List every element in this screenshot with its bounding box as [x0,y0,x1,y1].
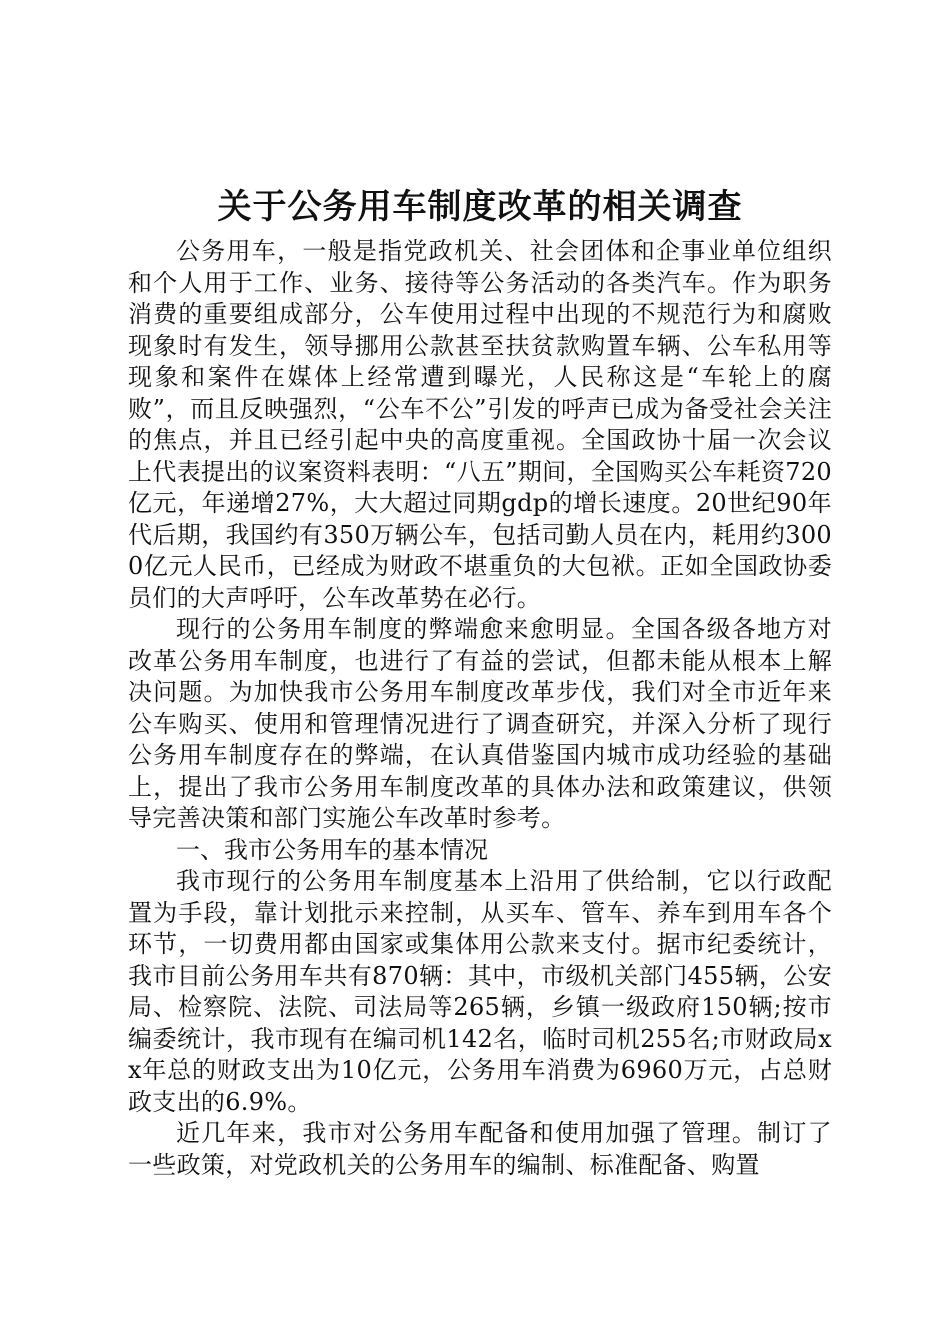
paragraph-background: 现行的公务用车制度的弊端愈来愈明显。全国各级各地方对改革公务用车制度，也进行了有益的尝试，但都未能从根本上解决问题。为加快我市公务用车制度改革步伐，我们对全市近年来公车购买、使用和管理情况进行了调查研究，并深入分析了现行公务用车制度存在的弊端，在认真借鉴国内城市成功经验的基础上，提出了我市公务用车制度改革的具体办法和政策建议，供领导完善决策和部门实施公车改革时参考。 [128,615,832,832]
paragraph-current-situation: 我市现行的公务用车制度基本上沿用了供给制，它以行政配置为手段，靠计划批示来控制，从买车、管车、养车到用车各个环节，一切费用都由国家或集体用公款来支付。据市纪委统计，我市目前公务用车共有870辆：其中，市级机关部门455辆，公安局、检察院、法院、司法局等265辆，乡镇一级政府150辆;按市编委统计，我市现有在编司机142名，临时司机255名;市财政局xx年总的财政支出为10亿元，公务用车消费为6960万元，占总财政支出的6.9%。 [128,867,832,1116]
document-title: 关于公务用车制度改革的相关调查 [217,187,743,227]
document-body [128,182,832,1181]
section-heading: 一、我市公务用车的基本情况 [176,835,488,864]
paragraph-management: 近几年来，我市对公务用车配备和使用加强了管理。制订了一些政策，对党政机关的公务用车的编制、标准配备、购置 [128,1119,832,1179]
paragraph-intro: 公务用车，一般是指党政机关、社会团体和企事业单位组织和个人用于工作、业务、接待等公务活动的各类汽车。作为职务消费的重要组成部分，公车使用过程中出现的不规范行为和腐败现象时有发生，领导挪用公款甚至扶贫款购置车辆、公车私用等现象和案件在媒体上经常遭到曝光，人民称这是“车轮上的腐败”，而且反映强烈，“公车不公”引发的呼声已成为备受社会关注的焦点，并且已经引起中央的高度重视。全国政协十届一次会议上代表提出的议案资料表明：“八五”期间，全国购买公车耗资720亿元，年递增27%，大大超过同期gdp的增长速度。20世纪90年代后期，我国约有350万辆公车，包括司勤人员在内，耗用约3000亿元人民币，已经成为财政不堪重负的大包袱。正如全国政协委员们的大声呼吁，公车改革势在必行。 [128,237,832,612]
